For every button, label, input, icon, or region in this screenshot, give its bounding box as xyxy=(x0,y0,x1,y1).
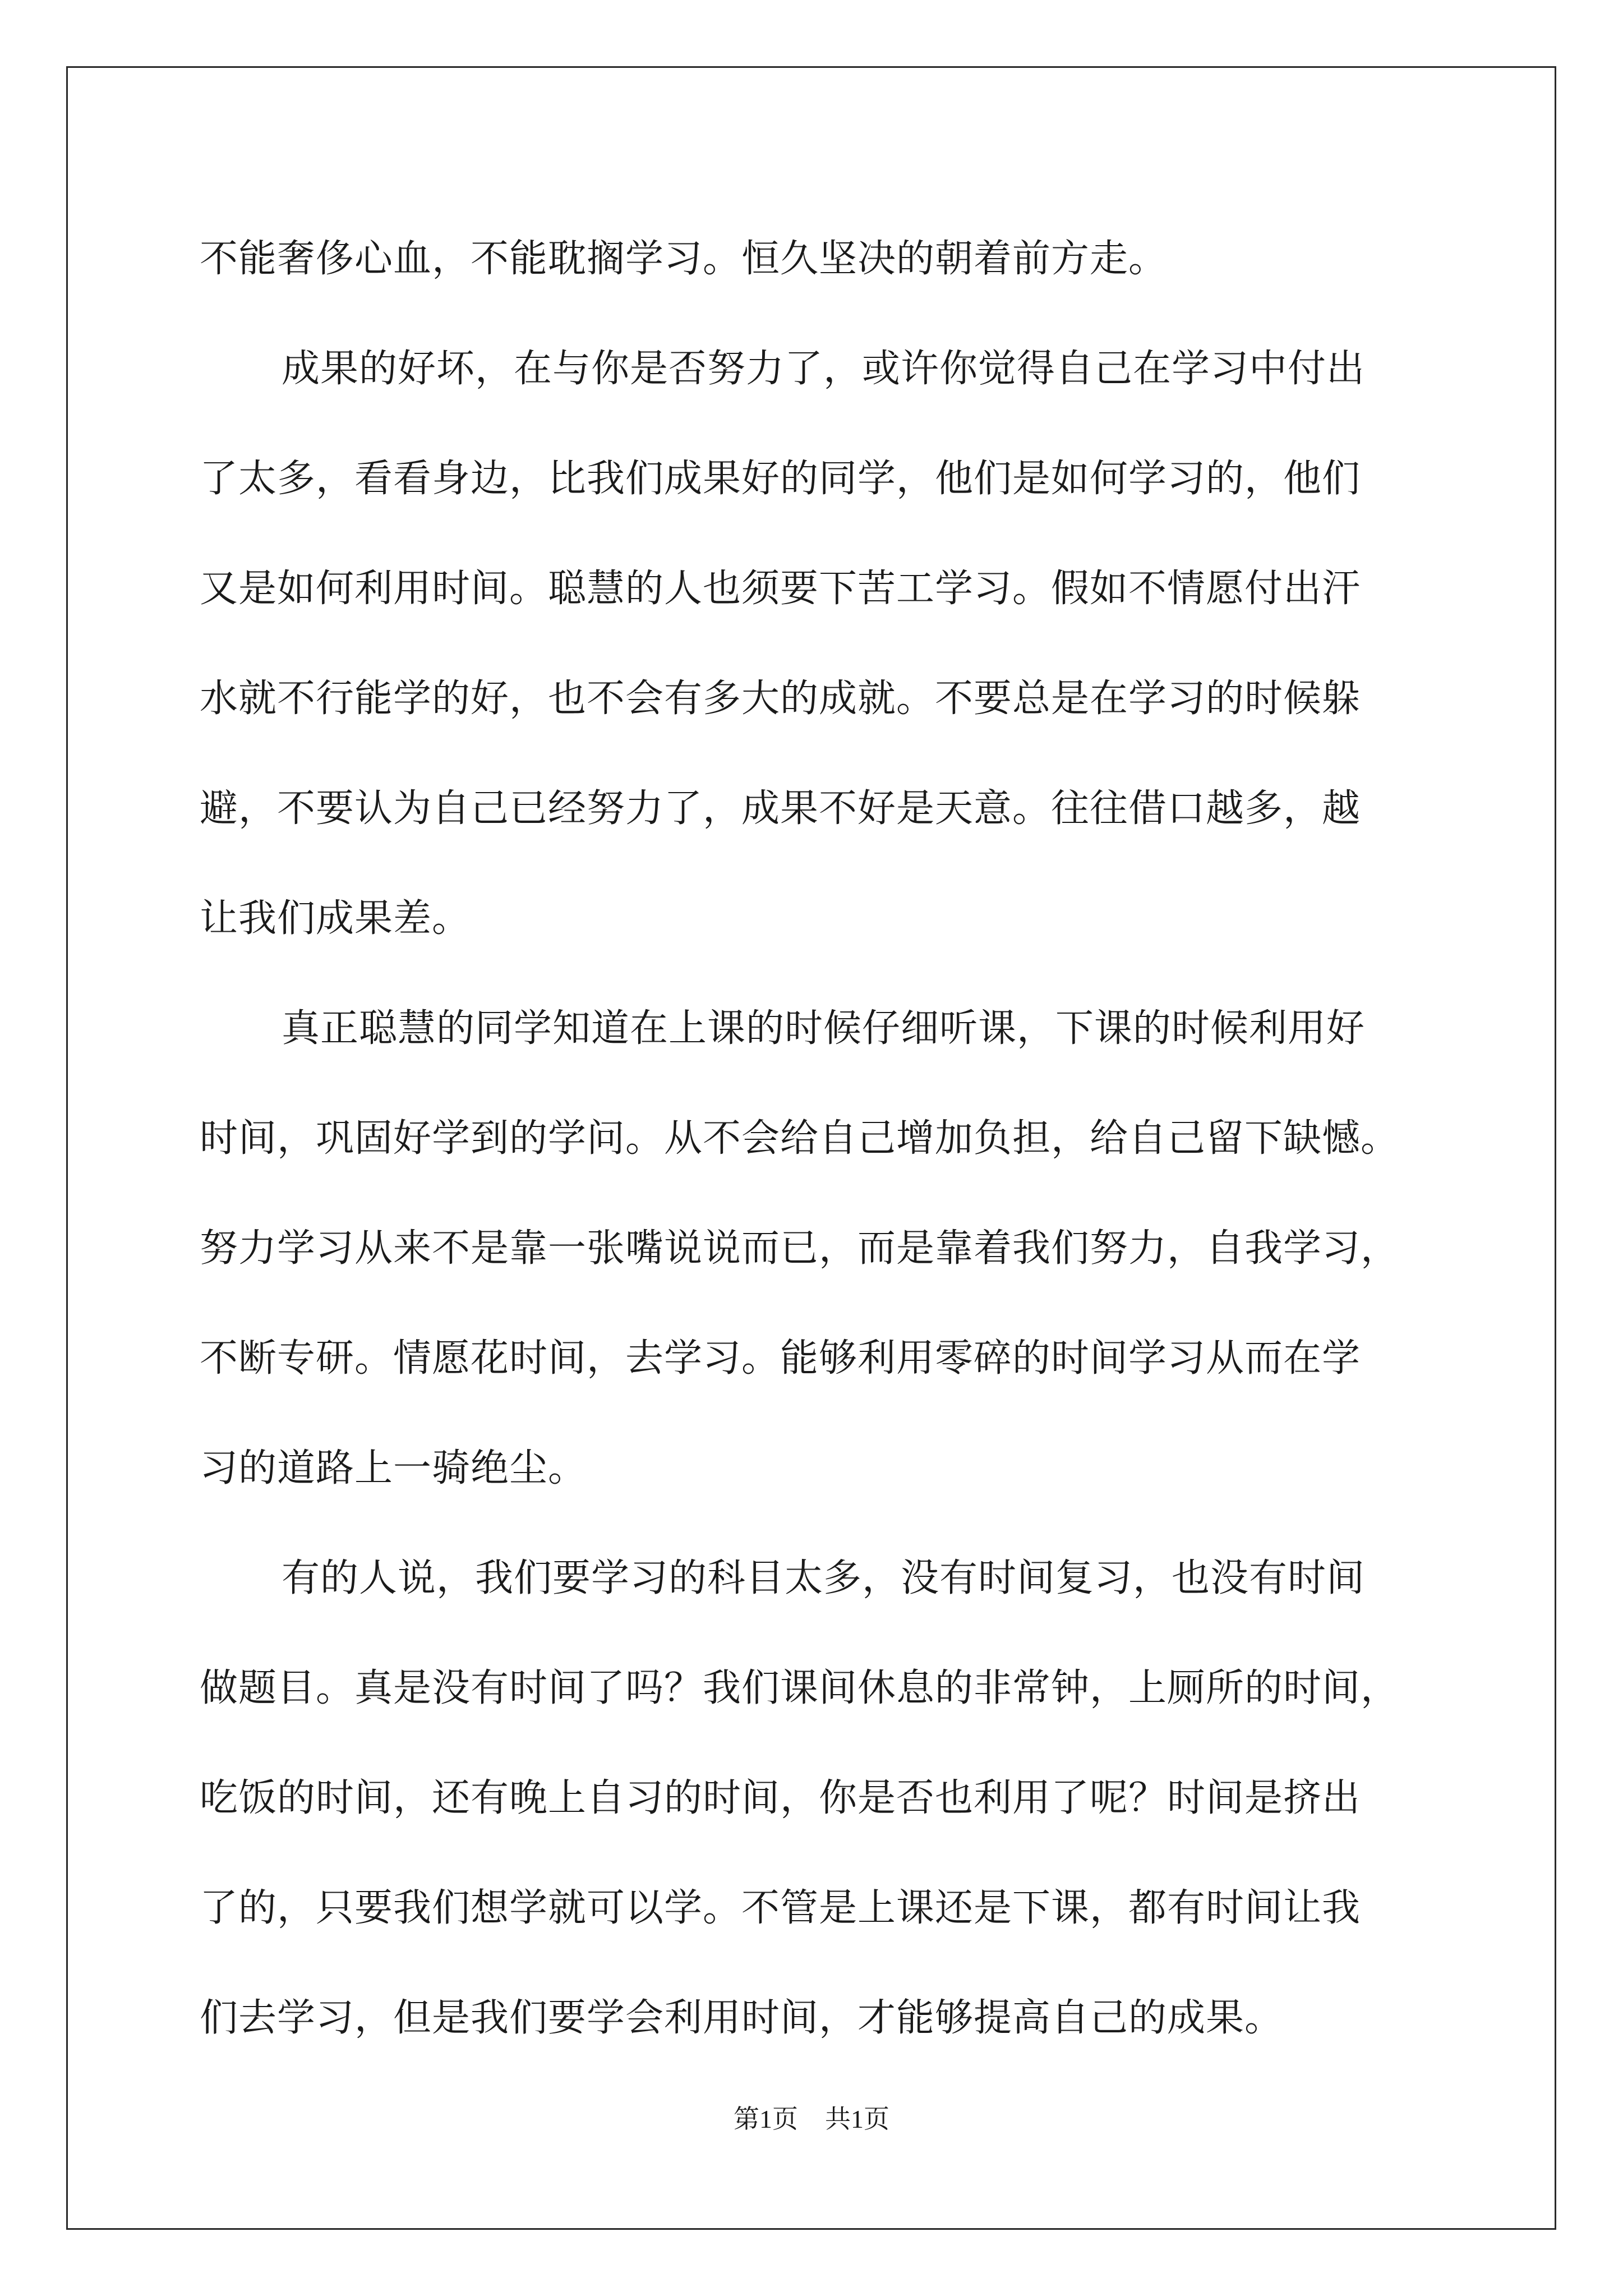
text-line: 们去学习，但是我们要学会利用时间，才能够提高自己的成果。 xyxy=(200,1996,1284,2040)
text-line: 了太多，看看身边，比我们成果好的同学，他们是如何学习的，他们 xyxy=(200,457,1361,501)
text-line: 水就不行能学的好，也不会有多大的成就。不要总是在学习的时候躲 xyxy=(200,677,1361,721)
text-line: 不能奢侈心血，不能耽搁学习。恒久坚决的朝着前方走。 xyxy=(200,237,1168,281)
document-body xyxy=(200,204,1428,2073)
text-line: 又是如何利用时间。聪慧的人也须要下苦工学习。假如不情愿付出汗 xyxy=(200,567,1361,611)
paragraph-first-line: 有的人说，我们要学习的科目太多，没有时间复习，也没有时间 xyxy=(282,1556,1366,1600)
text-line: 避，不要认为自己已经努力了，成果不好是天意。往往借口越多，越 xyxy=(200,786,1361,831)
paragraph-first-line: 真正聪慧的同学知道在上课的时候仔细听课，下课的时候利用好 xyxy=(282,1006,1366,1051)
page-number: 第1页 xyxy=(734,2105,798,2133)
text-line: 让我们成果差。 xyxy=(200,896,471,941)
page-footer xyxy=(0,2102,1623,2136)
text-line: 时间，巩固好学到的学问。从不会给自己增加负担，给自己留下缺憾。 xyxy=(200,1116,1400,1161)
page-total: 共1页 xyxy=(825,2105,889,2133)
paragraph-first-line: 成果的好坏，在与你是否努力了，或许你觉得自己在学习中付出 xyxy=(282,347,1366,391)
text-line: 吃饭的时间，还有晚上自习的时间，你是否也利用了呢？时间是挤出 xyxy=(200,1776,1361,1820)
text-line: 不断专研。情愿花时间，去学习。能够利用零碎的时间学习从而在学 xyxy=(200,1336,1361,1381)
text-line: 努力学习从来不是靠一张嘴说说而已，而是靠着我们努力，自我学习， xyxy=(200,1226,1400,1271)
text-line: 习的道路上一骑绝尘。 xyxy=(200,1446,587,1490)
text-line: 了的，只要我们想学就可以学。不管是上课还是下课，都有时间让我 xyxy=(200,1886,1361,1930)
text-line: 做题目。真是没有时间了吗？我们课间休息的非常钟，上厕所的时间， xyxy=(200,1666,1400,1710)
